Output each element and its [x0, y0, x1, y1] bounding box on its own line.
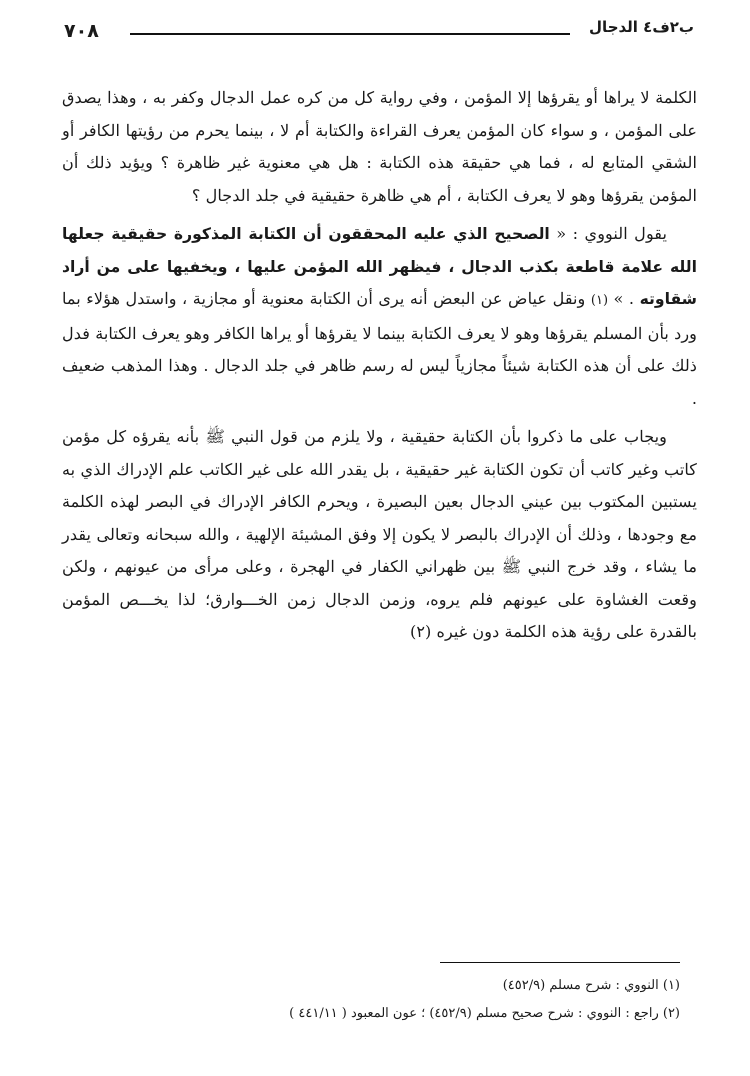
paragraph-3: ويجاب على ما ذكروا بأن الكتابة حقيقية ، ولا يلزم من قول النبي ﷺ بأنه يقرؤه كل مؤمن كاتب وغير كاتب أن تكون الكتابة غير حقيقية ، بل يقدر الله على غير الكاتب علم الإدراك الذي به يستبين المكتوب بين عيني الدجال بعين البصيرة ، ويحرم الكافر الإدراك في البصر لهذه الكلمة مع وجودها ، وذلك أن الإدراك بالبصر لا يكون إلا وفق المشيئة الإلهية ، والله سبحانه وتعالى يقدر ما يشاء ، وقد خرج النبي ﷺ بين ظهراني الكفار في الهجرة ، وعلى مرأى من عيونهم ، ولكن وقعت الغشاوة على عيونهم فلم يروه، وزمن الدجال زمن الخـــوارق؛ لذا يخـــص المؤمن بالقدرة على رؤية هذه الكلمة دون غيره (٢) [62, 427, 697, 641]
nawawi-quote: الصحيح الذي عليه المحققون أن الكتابة المذكورة حقيقية جعلها الله علامة قاطعة بكذب الدجال ، فيظهر الله المؤمن عليها ، ويخفيها على من أراد شقاوته [62, 225, 697, 308]
page-header [64, 18, 694, 58]
footnote-2: (٢) راجع : النووي : شرح صحيح مسلم (٤٥٢/٩) ؛ عون المعبود ( ٤٤١/١١ ) [289, 1006, 680, 1021]
paragraph-2-rest: ونقل عياض عن البعض أنه يرى أن الكتابة معنوية أو مجازية ، واستدل هؤلاء بما ورد بأن المسلم يقرؤها وهو لا يعرف الكتابة بينما لا يقرؤها أو يراها الكافر وهو يعرف الكتابة فدل ذلك على أن هذه الكتابة شيئاً مجازياً ليس له رسم ظاهر في جلد الدجال . وهذا المذهب ضعيف . [62, 289, 697, 408]
footnote-rule [440, 962, 680, 963]
header-rule [130, 33, 570, 35]
footnote-1: (١) النووي : شرح مسلم (٤٥٢/٩) [502, 978, 680, 993]
body-text [62, 82, 697, 649]
quote-close: . » [608, 289, 640, 308]
paragraph-2 [62, 218, 697, 415]
footnotes [60, 972, 680, 1028]
running-head: ب٢ف٤ الدجال [589, 18, 694, 36]
paragraph-1: الكلمة لا يراها أو يقرؤها إلا المؤمن ، وفي رواية كل من كره عمل الدجال وكفر به ، وهذا يصدق على المؤمن ، و سواء كان المؤمن يعرف القراءة والكتابة أم لا ، بينما يحرم من رؤيتها الكافر أو الشقي المتابع له ، فما هي حقيقة هذه الكتابة : هل هي معنوية غير ظاهرة ؟ ويؤيد ذلك أن المؤمن يقرؤها وهو لا يعرف الكتابة ، أم هي ظاهرة حقيقية في جلد الدجال ؟ [62, 88, 697, 205]
quote-intro: يقول النووي : « [549, 224, 667, 243]
footnote-ref-1[interactable]: (١) [590, 293, 609, 308]
page-number: ٧٠٨ [64, 20, 99, 42]
